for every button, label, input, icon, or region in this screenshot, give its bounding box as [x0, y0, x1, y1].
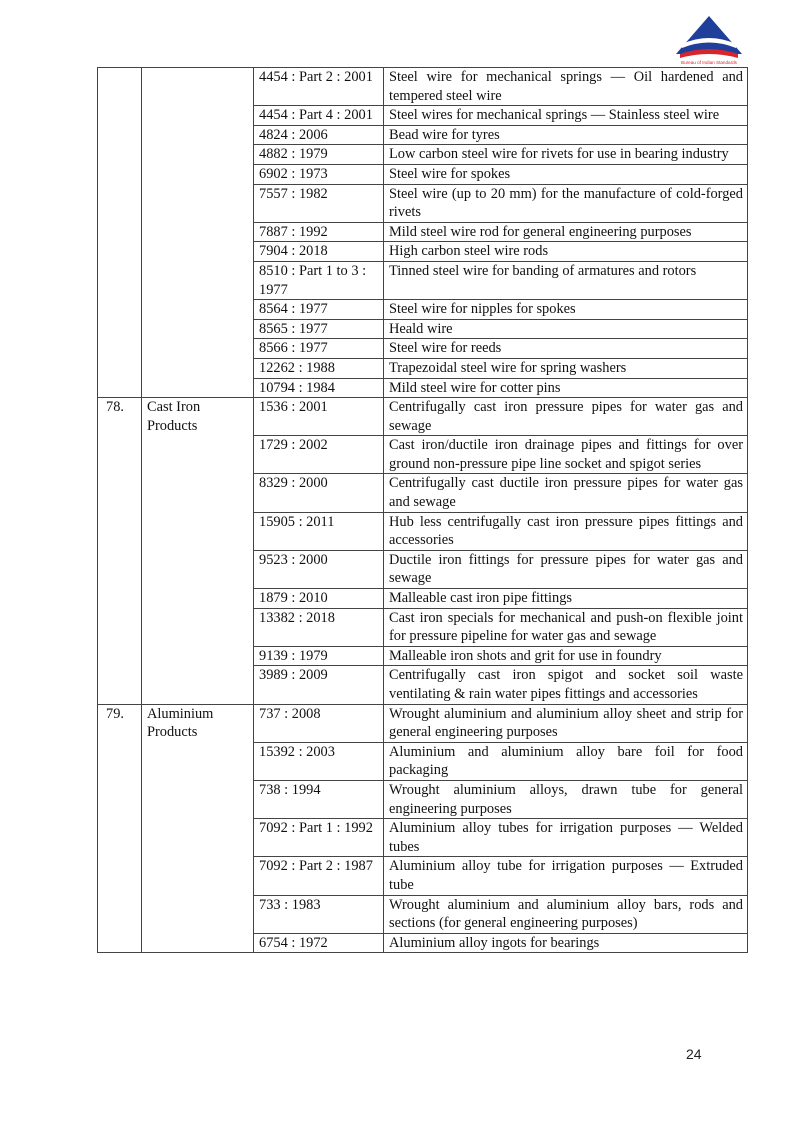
serial-number-cell — [98, 378, 142, 398]
product-cell — [142, 512, 254, 550]
table-row — [98, 474, 748, 512]
is-number-cell: 4882 : 1979 — [254, 145, 384, 165]
is-number-cell: 4454 : Part 2 : 2001 — [254, 68, 384, 106]
page-number: 24 — [686, 1046, 702, 1062]
standard-title-cell: Malleable iron shots and grit for use in foundry — [384, 646, 748, 666]
is-number-cell: 4454 : Part 4 : 2001 — [254, 106, 384, 126]
is-number-cell: 7557 : 1982 — [254, 184, 384, 222]
serial-number-cell — [98, 474, 142, 512]
product-cell — [142, 819, 254, 857]
table-row — [98, 436, 748, 474]
table-row — [98, 68, 748, 106]
is-number-cell: 6754 : 1972 — [254, 933, 384, 953]
product-cell — [142, 125, 254, 145]
standard-title-cell: Steel wire (up to 20 mm) for the manufacture of cold-forged rivets — [384, 184, 748, 222]
serial-number-cell — [98, 242, 142, 262]
standard-title-cell: Steel wire for reeds — [384, 339, 748, 359]
table-row — [98, 819, 748, 857]
serial-number-cell — [98, 68, 142, 106]
standard-title-cell: Low carbon steel wire for rivets for use in bearing industry — [384, 145, 748, 165]
serial-number-cell — [98, 106, 142, 126]
is-number-cell: 738 : 1994 — [254, 780, 384, 818]
serial-number-cell — [98, 742, 142, 780]
product-cell — [142, 608, 254, 646]
table-row — [98, 106, 748, 126]
standard-title-cell: Cast iron specials for mechanical and push-on flexible joint for pressure pipeline for water gas and sewage — [384, 608, 748, 646]
product-cell — [142, 164, 254, 184]
is-number-cell: 12262 : 1988 — [254, 358, 384, 378]
is-number-cell: 8566 : 1977 — [254, 339, 384, 359]
is-number-cell: 6902 : 1973 — [254, 164, 384, 184]
serial-number-cell — [98, 933, 142, 953]
table-row — [98, 646, 748, 666]
table-row — [98, 608, 748, 646]
table-row — [98, 378, 748, 398]
product-cell — [142, 300, 254, 320]
is-number-cell: 737 : 2008 — [254, 704, 384, 742]
is-number-cell: 9139 : 1979 — [254, 646, 384, 666]
is-number-cell: 13382 : 2018 — [254, 608, 384, 646]
is-number-cell: 10794 : 1984 — [254, 378, 384, 398]
table-row — [98, 184, 748, 222]
table-row — [98, 704, 748, 742]
product-cell: Aluminium Products — [142, 704, 254, 742]
serial-number-cell — [98, 589, 142, 609]
standard-title-cell: Heald wire — [384, 319, 748, 339]
standard-title-cell: Wrought aluminium and aluminium alloy sheet and strip for general engineering purposes — [384, 704, 748, 742]
is-number-cell: 7092 : Part 1 : 1992 — [254, 819, 384, 857]
is-number-cell: 8329 : 2000 — [254, 474, 384, 512]
is-number-cell: 15905 : 2011 — [254, 512, 384, 550]
serial-number-cell — [98, 512, 142, 550]
product-cell — [142, 319, 254, 339]
table-row — [98, 145, 748, 165]
standard-title-cell: High carbon steel wire rods — [384, 242, 748, 262]
is-number-cell: 1729 : 2002 — [254, 436, 384, 474]
table-row — [98, 550, 748, 588]
serial-number-cell — [98, 895, 142, 933]
standard-title-cell: Wrought aluminium and aluminium alloy bars, rods and sections (for general engineering purposes) — [384, 895, 748, 933]
table-row — [98, 780, 748, 818]
serial-number-cell — [98, 608, 142, 646]
serial-number-cell — [98, 261, 142, 299]
standard-title-cell: Cast iron/ductile iron drainage pipes and fittings for over ground non-pressure pipe line socket and spigot series — [384, 436, 748, 474]
standard-title-cell: Centrifugally cast iron spigot and socket soil waste ventilating & rain water pipes fittings and accessories — [384, 666, 748, 704]
serial-number-cell — [98, 184, 142, 222]
standard-title-cell: Trapezoidal steel wire for spring washers — [384, 358, 748, 378]
product-cell — [142, 646, 254, 666]
product-cell — [142, 436, 254, 474]
bis-logo-triangle — [676, 16, 742, 54]
bis-logo-caption: Bureau of Indian Standards — [681, 60, 737, 65]
table-row — [98, 666, 748, 704]
standard-title-cell: Hub less centrifugally cast iron pressure pipes fittings and accessories — [384, 512, 748, 550]
standard-title-cell: Steel wires for mechanical springs — Stainless steel wire — [384, 106, 748, 126]
table-row — [98, 164, 748, 184]
product-cell — [142, 222, 254, 242]
product-cell — [142, 68, 254, 106]
bis-logo — [672, 14, 746, 66]
product-cell — [142, 780, 254, 818]
is-number-cell: 733 : 1983 — [254, 895, 384, 933]
standard-title-cell: Centrifugally cast iron pressure pipes for water gas and sewage — [384, 398, 748, 436]
is-number-cell: 1536 : 2001 — [254, 398, 384, 436]
serial-number-cell — [98, 857, 142, 895]
table-row — [98, 125, 748, 145]
table-row — [98, 242, 748, 262]
table-row — [98, 300, 748, 320]
table-row — [98, 222, 748, 242]
serial-number-cell — [98, 319, 142, 339]
standard-title-cell: Mild steel wire rod for general engineering purposes — [384, 222, 748, 242]
standard-title-cell: Steel wire for spokes — [384, 164, 748, 184]
serial-number-cell — [98, 145, 142, 165]
serial-number-cell — [98, 550, 142, 588]
standard-title-cell: Aluminium alloy ingots for bearings — [384, 933, 748, 953]
is-number-cell: 8510 : Part 1 to 3 : 1977 — [254, 261, 384, 299]
product-cell — [142, 895, 254, 933]
standards-table — [97, 67, 748, 953]
serial-number-cell — [98, 300, 142, 320]
standard-title-cell: Aluminium alloy tube for irrigation purposes — Extruded tube — [384, 857, 748, 895]
serial-number-cell: 78. — [98, 398, 142, 436]
standard-title-cell: Tinned steel wire for banding of armatures and rotors — [384, 261, 748, 299]
table-row — [98, 742, 748, 780]
standard-title-cell: Centrifugally cast ductile iron pressure pipes for water gas and sewage — [384, 474, 748, 512]
serial-number-cell — [98, 339, 142, 359]
is-number-cell: 9523 : 2000 — [254, 550, 384, 588]
product-cell — [142, 242, 254, 262]
serial-number-cell — [98, 666, 142, 704]
product-cell — [142, 261, 254, 299]
serial-number-cell — [98, 819, 142, 857]
table-row — [98, 319, 748, 339]
table-row — [98, 261, 748, 299]
product-cell: Cast Iron Products — [142, 398, 254, 436]
standard-title-cell: Steel wire for nipples for spokes — [384, 300, 748, 320]
table-row — [98, 895, 748, 933]
is-number-cell: 7887 : 1992 — [254, 222, 384, 242]
table-row — [98, 512, 748, 550]
product-cell — [142, 666, 254, 704]
table-row — [98, 339, 748, 359]
product-cell — [142, 339, 254, 359]
product-cell — [142, 106, 254, 126]
standard-title-cell: Mild steel wire for cotter pins — [384, 378, 748, 398]
table-row — [98, 398, 748, 436]
product-cell — [142, 550, 254, 588]
is-number-cell: 1879 : 2010 — [254, 589, 384, 609]
standard-title-cell: Wrought aluminium alloys, drawn tube for general engineering purposes — [384, 780, 748, 818]
standard-title-cell: Aluminium and aluminium alloy bare foil for food packaging — [384, 742, 748, 780]
product-cell — [142, 358, 254, 378]
table-row — [98, 358, 748, 378]
serial-number-cell — [98, 780, 142, 818]
is-number-cell: 8565 : 1977 — [254, 319, 384, 339]
serial-number-cell — [98, 164, 142, 184]
product-cell — [142, 145, 254, 165]
product-cell — [142, 184, 254, 222]
standard-title-cell: Ductile iron fittings for pressure pipes for water gas and sewage — [384, 550, 748, 588]
serial-number-cell: 79. — [98, 704, 142, 742]
is-number-cell: 3989 : 2009 — [254, 666, 384, 704]
serial-number-cell — [98, 646, 142, 666]
product-cell — [142, 857, 254, 895]
standard-title-cell: Steel wire for mechanical springs — Oil hardened and tempered steel wire — [384, 68, 748, 106]
is-number-cell: 7092 : Part 2 : 1987 — [254, 857, 384, 895]
serial-number-cell — [98, 222, 142, 242]
product-cell — [142, 589, 254, 609]
table-row — [98, 589, 748, 609]
product-cell — [142, 474, 254, 512]
is-number-cell: 4824 : 2006 — [254, 125, 384, 145]
standard-title-cell: Malleable cast iron pipe fittings — [384, 589, 748, 609]
product-cell — [142, 742, 254, 780]
standard-title-cell: Bead wire for tyres — [384, 125, 748, 145]
serial-number-cell — [98, 358, 142, 378]
is-number-cell: 8564 : 1977 — [254, 300, 384, 320]
table-row — [98, 933, 748, 953]
is-number-cell: 15392 : 2003 — [254, 742, 384, 780]
standard-title-cell: Aluminium alloy tubes for irrigation purposes — Welded tubes — [384, 819, 748, 857]
serial-number-cell — [98, 125, 142, 145]
serial-number-cell — [98, 436, 142, 474]
product-cell — [142, 933, 254, 953]
table-row — [98, 857, 748, 895]
is-number-cell: 7904 : 2018 — [254, 242, 384, 262]
product-cell — [142, 378, 254, 398]
